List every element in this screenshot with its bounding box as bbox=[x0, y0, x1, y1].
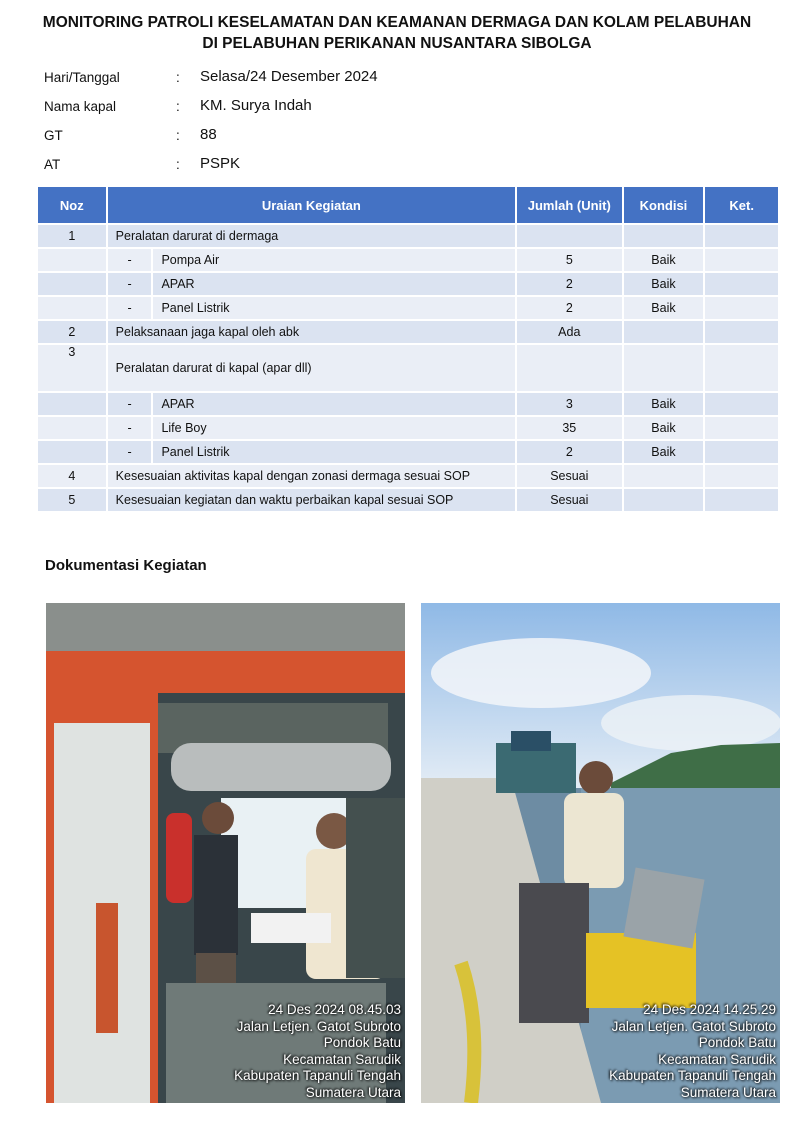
row-cond: Baik bbox=[624, 393, 704, 415]
meta-colon: : bbox=[176, 70, 180, 85]
stamp-datetime: 24 Des 2024 14.25.29 bbox=[643, 1002, 776, 1017]
row-cond: Baik bbox=[624, 417, 704, 439]
table-row bbox=[38, 345, 778, 391]
row-text: Panel Listrik bbox=[153, 297, 515, 319]
header-notes: Ket. bbox=[705, 187, 778, 223]
row-dash: - bbox=[108, 417, 152, 439]
row-qty: Sesuai bbox=[517, 465, 622, 487]
row-text: Peralatan darurat di dermaga bbox=[108, 225, 515, 247]
row-ket bbox=[705, 297, 778, 319]
row-ket bbox=[705, 321, 778, 343]
meta-colon: : bbox=[176, 128, 180, 143]
row-cond bbox=[624, 321, 704, 343]
meta-label: AT bbox=[44, 157, 61, 172]
row-text: Kesesuaian kegiatan dan waktu perbaikan kapal sesuai SOP bbox=[108, 489, 515, 511]
row-cond bbox=[624, 465, 704, 487]
row-no: 3 bbox=[38, 345, 106, 391]
table-row bbox=[38, 249, 778, 271]
photo-ship-interior bbox=[46, 603, 405, 1103]
title-line-2: DI PELABUHAN PERIKANAN NUSANTARA SIBOLGA bbox=[202, 35, 592, 52]
stamp-area: Pondok Batu bbox=[698, 1035, 776, 1050]
meta-value: Selasa/24 Desember 2024 bbox=[200, 68, 378, 85]
row-no bbox=[38, 273, 106, 295]
table-row bbox=[38, 441, 778, 463]
stamp-street: Jalan Letjen. Gatot Subroto bbox=[611, 1018, 776, 1034]
header-quantity: Jumlah (Unit) bbox=[517, 187, 622, 223]
row-dash: - bbox=[108, 297, 152, 319]
row-dash: - bbox=[108, 393, 152, 415]
row-qty: 2 bbox=[517, 441, 622, 463]
row-text: Kesesuaian aktivitas kapal dengan zonasi dermaga sesuai SOP bbox=[108, 465, 515, 487]
row-text: Panel Listrik bbox=[153, 441, 515, 463]
photo-stamp bbox=[234, 1002, 401, 1101]
row-ket bbox=[705, 489, 778, 511]
row-qty: 5 bbox=[517, 249, 622, 271]
row-no: 4 bbox=[38, 465, 106, 487]
table-row bbox=[38, 489, 778, 511]
row-ket bbox=[705, 393, 778, 415]
table-row bbox=[38, 465, 778, 487]
row-text: Pelaksanaan jaga kapal oleh abk bbox=[108, 321, 515, 343]
row-text: Pompa Air bbox=[153, 249, 515, 271]
row-ket bbox=[705, 225, 778, 247]
stamp-district: Kecamatan Sarudik bbox=[283, 1051, 401, 1067]
section-title-documentation: Dokumentasi Kegiatan bbox=[45, 557, 207, 574]
row-text: Life Boy bbox=[153, 417, 515, 439]
stamp-regency: Kabupaten Tapanuli Tengah bbox=[234, 1068, 401, 1083]
row-ket bbox=[705, 441, 778, 463]
table-row bbox=[38, 417, 778, 439]
meta-colon: : bbox=[176, 99, 180, 114]
row-cond: Baik bbox=[624, 249, 704, 271]
row-qty: 3 bbox=[517, 393, 622, 415]
title-line-1: MONITORING PATROLI KESELAMATAN DAN KEAMANAN DERMAGA DAN KOLAM PELABUHAN bbox=[42, 14, 752, 31]
row-cond bbox=[624, 345, 704, 391]
row-cond: Baik bbox=[624, 441, 704, 463]
meta-value: 88 bbox=[200, 126, 217, 143]
stamp-datetime: 24 Des 2024 08.45.03 bbox=[268, 1002, 401, 1017]
row-no: 1 bbox=[38, 225, 106, 247]
meta-colon: : bbox=[176, 157, 180, 172]
header-description: Uraian Kegiatan bbox=[108, 187, 515, 223]
stamp-street: Jalan Letjen. Gatot Subroto bbox=[236, 1018, 401, 1034]
row-cond bbox=[624, 489, 704, 511]
row-ket bbox=[705, 417, 778, 439]
row-no bbox=[38, 393, 106, 415]
stamp-district: Kecamatan Sarudik bbox=[658, 1051, 776, 1067]
table-row bbox=[38, 225, 778, 247]
row-ket bbox=[705, 345, 778, 391]
meta-label: Nama kapal bbox=[44, 99, 117, 114]
row-qty: 35 bbox=[517, 417, 622, 439]
row-dash: - bbox=[108, 273, 152, 295]
header-condition: Kondisi bbox=[624, 187, 704, 223]
row-qty bbox=[517, 225, 622, 247]
row-text: Peralatan darurat di kapal (apar dll) bbox=[108, 345, 515, 391]
row-text: APAR bbox=[153, 393, 515, 415]
stamp-regency: Kabupaten Tapanuli Tengah bbox=[609, 1068, 776, 1083]
meta-value: PSPK bbox=[200, 155, 241, 172]
row-ket bbox=[705, 249, 778, 271]
row-ket bbox=[705, 465, 778, 487]
meta-value: KM. Surya Indah bbox=[200, 97, 312, 114]
stamp-province: Sumatera Utara bbox=[680, 1084, 776, 1100]
row-no bbox=[38, 417, 106, 439]
stamp-area: Pondok Batu bbox=[323, 1035, 401, 1050]
table-header-row bbox=[38, 187, 778, 223]
stamp-province: Sumatera Utara bbox=[305, 1084, 401, 1100]
row-no bbox=[38, 297, 106, 319]
photo-dock-inspection bbox=[421, 603, 780, 1103]
table-row bbox=[38, 321, 778, 343]
table-row bbox=[38, 273, 778, 295]
document-title bbox=[0, 12, 794, 54]
header-no: Noz bbox=[38, 187, 106, 223]
row-cond: Baik bbox=[624, 297, 704, 319]
meta-label: Hari/Tanggal bbox=[44, 70, 120, 85]
activity-table bbox=[36, 185, 780, 513]
table-row bbox=[38, 393, 778, 415]
row-qty: Sesuai bbox=[517, 489, 622, 511]
row-ket bbox=[705, 273, 778, 295]
row-qty: 2 bbox=[517, 273, 622, 295]
row-dash: - bbox=[108, 249, 152, 271]
row-no: 5 bbox=[38, 489, 106, 511]
row-qty bbox=[517, 345, 622, 391]
row-text: APAR bbox=[153, 273, 515, 295]
row-cond bbox=[624, 225, 704, 247]
photo-stamp bbox=[609, 1002, 776, 1101]
row-dash: - bbox=[108, 441, 152, 463]
row-qty: Ada bbox=[517, 321, 622, 343]
table-row bbox=[38, 297, 778, 319]
row-no bbox=[38, 441, 106, 463]
row-no bbox=[38, 249, 106, 271]
meta-label: GT bbox=[44, 128, 63, 143]
row-cond: Baik bbox=[624, 273, 704, 295]
row-qty: 2 bbox=[517, 297, 622, 319]
row-no: 2 bbox=[38, 321, 106, 343]
